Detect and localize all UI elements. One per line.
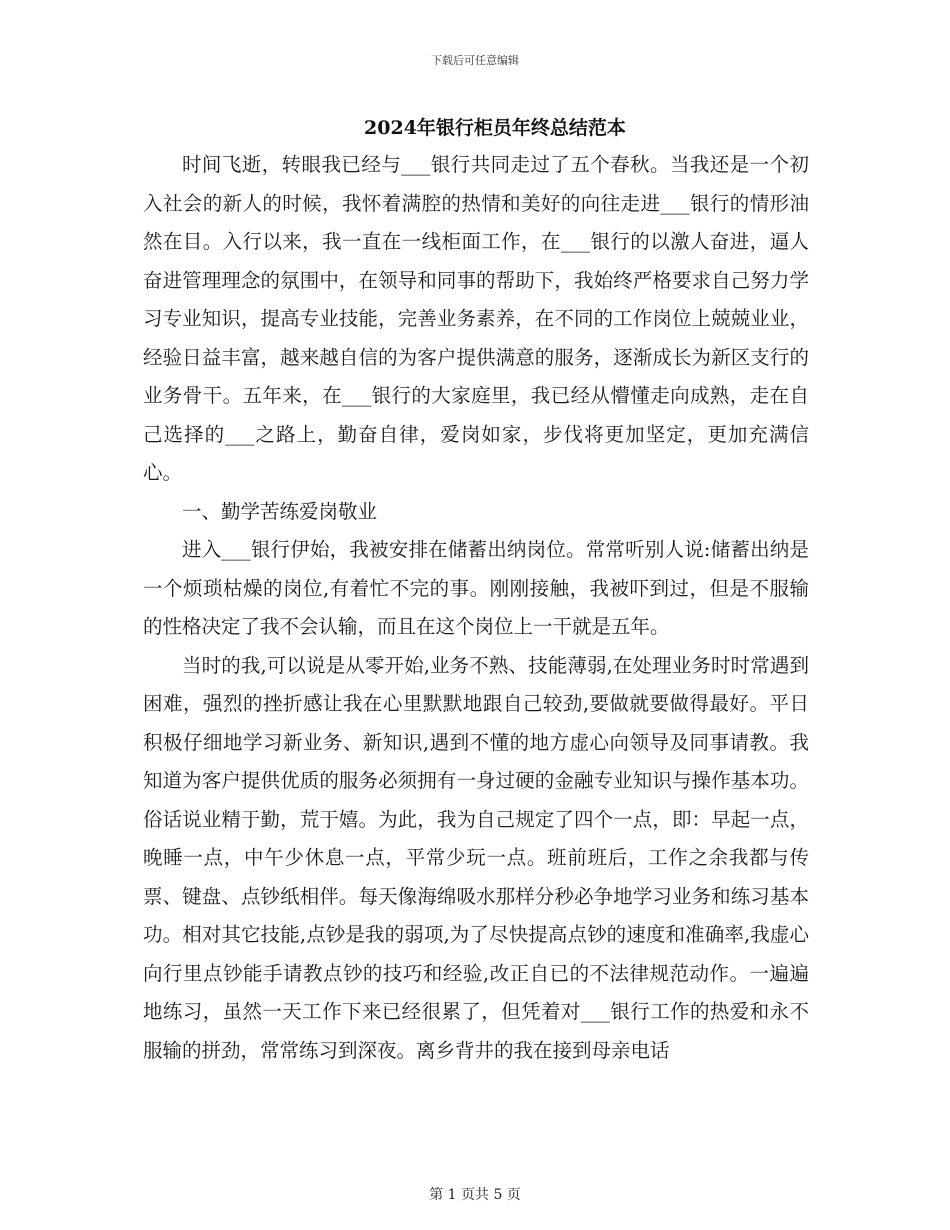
document-title: 2024年银行柜员年终总结范本 xyxy=(364,117,626,139)
paragraph-training: 当时的我,可以说是从零开始,业务不熟、技能薄弱,在处理业务时时常遇到困难，强烈的挫折感让我在心里默默地跟自己较劲,要做就要做得最好。平日积极仔细地学习新业务、新知识,遇到不懂的地方虚心向领导及同事请教。我知道为客户提供优质的服务必须拥有一身过硬的金融专业知识与操作基本功。俗话说业精于勤，荒于嬉。为此，我为自己规定了四个一点，即：早起一点，晚睡一点，中午少休息一点，平常少玩一点。班前班后，工作之余我都与传票、键盘、点钞纸相伴。每天像海绵吸水那样分秒必争地学习业务和练习基本功。相对其它技能,点钞是我的弱项,为了尽快提高点钞的速度和准确率,我虚心向行里点钞能手请教点钞的技巧和经验,改正自已的不法律规范动作。一遍遍地练习，虽然一天工作下来已经很累了，但凭着对___银行工作的热爱和永不服输的拼劲，常常练习到深夜。离乡背井的我在接到母亲电话 xyxy=(143,653,809,1062)
section-heading: 一、勤学苦练爱岗敬业 xyxy=(182,499,378,523)
page-number: 第 1 页共 5 页 xyxy=(429,1187,521,1203)
document-body xyxy=(143,146,809,1070)
header-note: 下载后可任意编辑 xyxy=(431,54,519,67)
paragraph-entry: 进入___银行伊始，我被安排在储蓄出纳岗位。常常听别人说:储蓄出纳是一个烦琐枯燥的岗位,有着忙不完的事。刚刚接触，我被吓到过，但是不服输的性格决定了我不会认输，而且在这个岗位上一干就是五年。 xyxy=(143,538,809,638)
paragraph-intro: 时间飞逝，转眼我已经与___银行共同走过了五个春秋。当我还是一个初入社会的新人的时候，我怀着满腔的热情和美好的向往走进___银行的情形油然在目。入行以来，我一直在一线柜面工作，在___银行的以激人奋进，逼人奋进管理理念的氛围中，在领导和同事的帮助下，我始终严格要求自己努力学习专业知识，提高专业技能，完善业务素养，在不同的工作岗位上兢兢业业，经验日益丰富，越来越自信的为客户提供满意的服务，逐渐成长为新区支行的业务骨干。五年来，在___银行的大家庭里，我已经从懵懂走向成熟，走在自己选择的___之路上，勤奋自律，爱岗如家，步伐将更加坚定，更加充满信心。 xyxy=(143,153,809,484)
